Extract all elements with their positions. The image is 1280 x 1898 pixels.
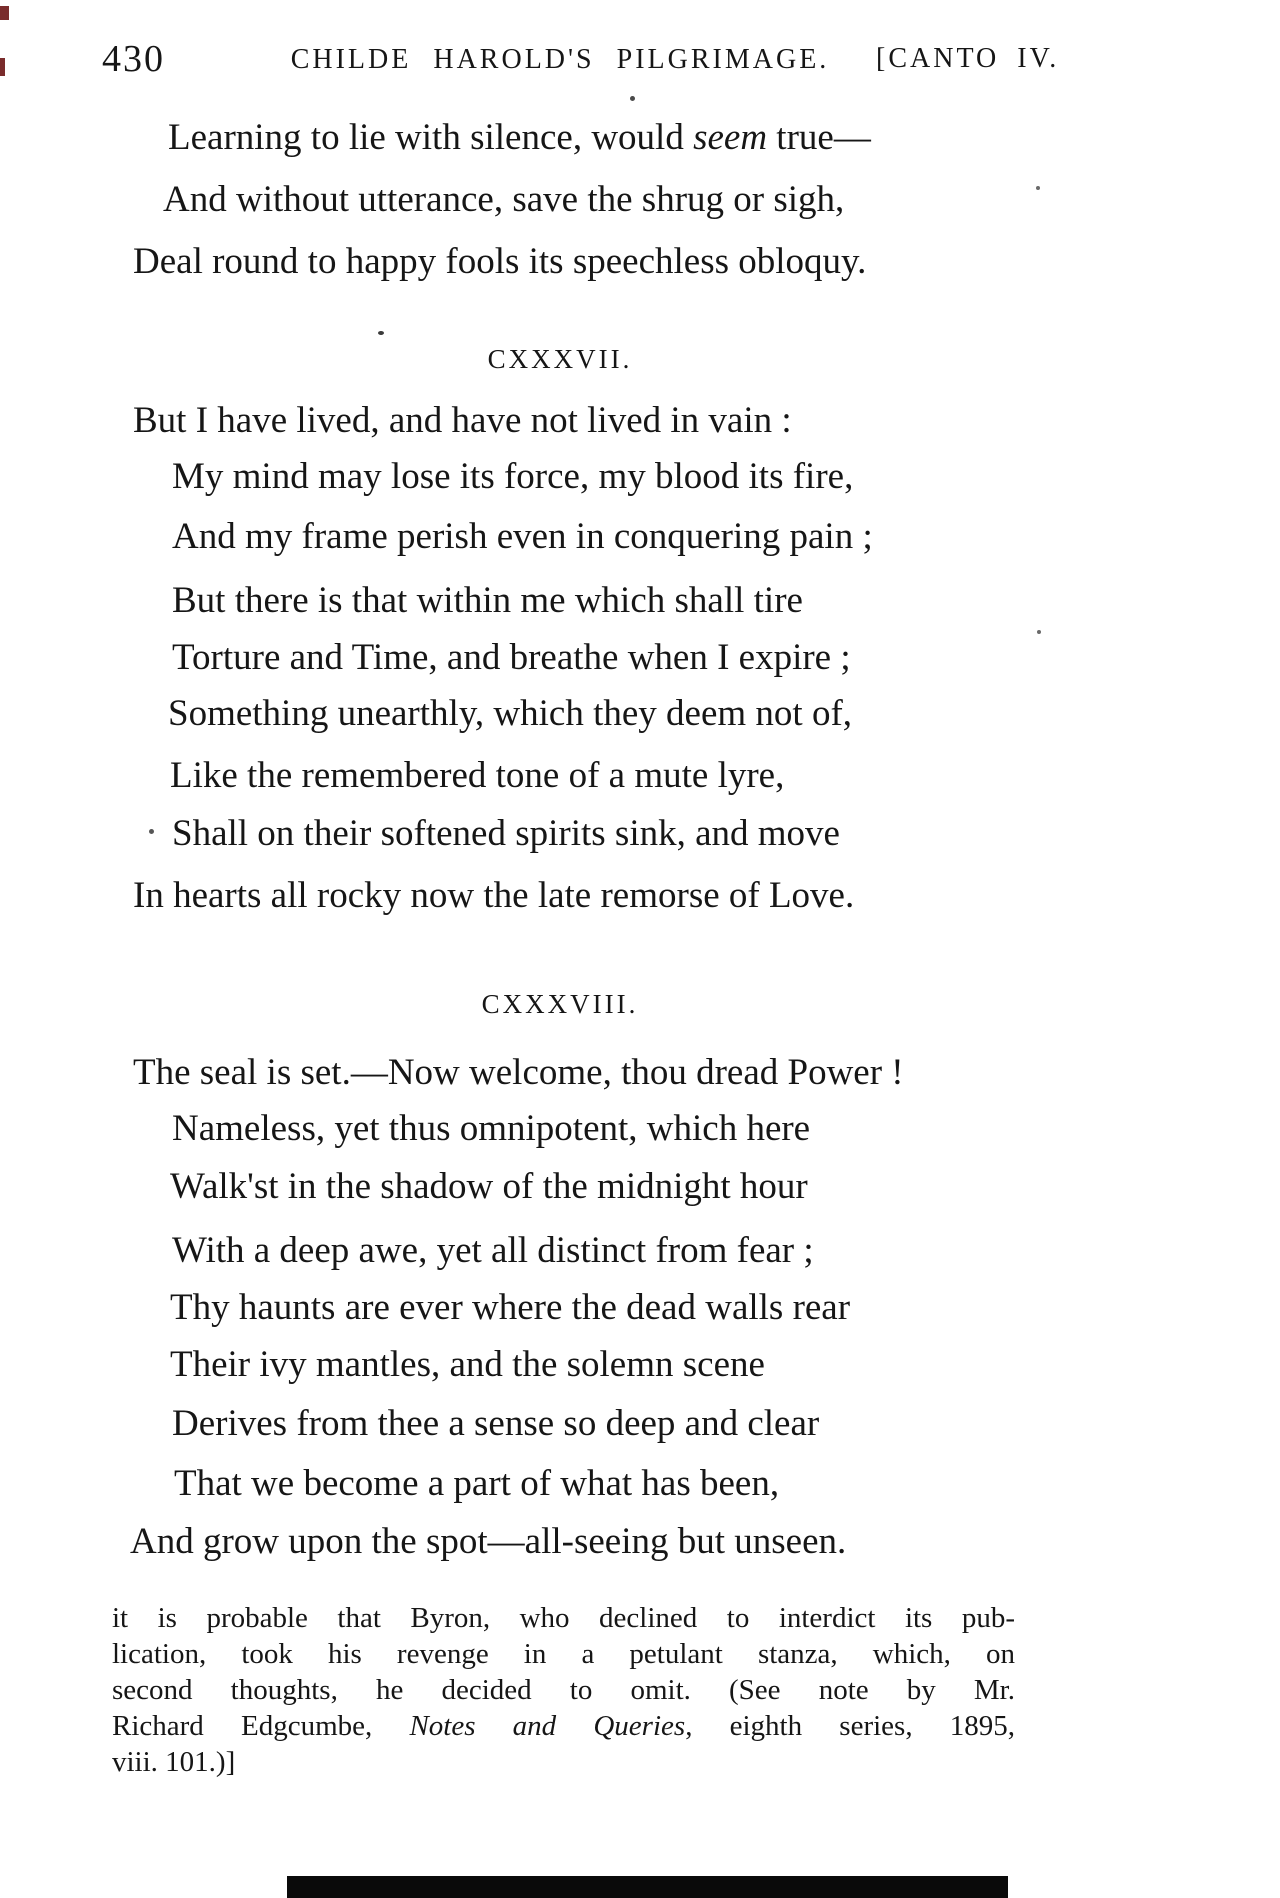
poem-line: But there is that within me which shall tire [172,580,803,621]
poem-line: And without utterance, save the shrug or sigh, [163,179,845,220]
poem-line: That we become a part of what has been, [174,1463,780,1504]
running-title: CHILDE HAROLD'S PILGRIMAGE. [290,44,830,75]
page-number: 430 [102,38,165,80]
poem-line: Something unearthly, which they deem not of, [168,693,853,734]
stanza-heading: CXXXVII. [487,344,633,374]
poem-line: Like the remembered tone of a mute lyre, [170,755,785,796]
poem-line: Thy haunts are ever where the dead walls rear [170,1287,851,1328]
poem-line: Deal round to happy fools its speechless obloquy. [133,241,867,282]
poem-line: Derives from thee a sense so deep and clear [172,1403,820,1444]
scan-edge-mark [0,6,9,20]
poem-line: With a deep awe, yet all distinct from fear ; [172,1230,814,1271]
scan-speck [1036,186,1040,190]
poem-line: The seal is set.—Now welcome, thou dread Power ! [133,1052,904,1093]
footnote-line: second thoughts, he decided to omit. (See note by Mr. [112,1674,1015,1706]
poem-line: But I have lived, and have not lived in vain : [133,400,792,441]
poem-line: In hearts all rocky now the late remorse of Love. [133,875,855,916]
scan-speck [630,96,635,101]
footnote-line: viii. 101.)] [112,1746,236,1778]
scan-speck [378,331,384,335]
footnote-line-text: , eighth series, 1895, [685,1710,1016,1742]
poem-line: Their ivy mantles, and the solemn scene [170,1344,765,1385]
poem-line: Torture and Time, and breathe when I expire ; [172,637,851,678]
footnote-line-text: Richard Edgcumbe, [112,1710,410,1742]
poem-line-text: true— [767,117,871,158]
footnote-line [112,1708,1015,1744]
poem-line: My mind may lose its force, my blood its fire, [172,456,854,497]
poem-line: And my frame perish even in conquering pain ; [172,516,873,557]
poem-line [168,119,871,156]
poem-line: Walk'st in the shadow of the midnight hour [170,1166,808,1207]
scan-edge-mark [0,58,5,76]
footnote-line: lication, took his revenge in a petulant stanza, which, on [112,1638,1015,1670]
poem-line-italic: seem [693,117,768,158]
canto-label: [CANTO IV. [876,43,1060,74]
poem-line-text: Learning to lie with silence, would [168,117,694,158]
footnote-line-italic: Notes and Queries [409,1710,686,1742]
poem-line: Nameless, yet thus omnipotent, which here [172,1108,811,1149]
scan-speck [1037,630,1041,634]
scan-speck [149,829,154,834]
scan-gutter-bar [287,1876,1008,1898]
poem-line: And grow upon the spot—all-seeing but unseen. [130,1521,847,1562]
footnote-line: it is probable that Byron, who declined to interdict its pub- [112,1602,1015,1634]
stanza-heading: CXXXVIII. [481,989,639,1019]
footnote [112,1600,1015,1780]
poem-line: Shall on their softened spirits sink, and move [172,813,840,854]
